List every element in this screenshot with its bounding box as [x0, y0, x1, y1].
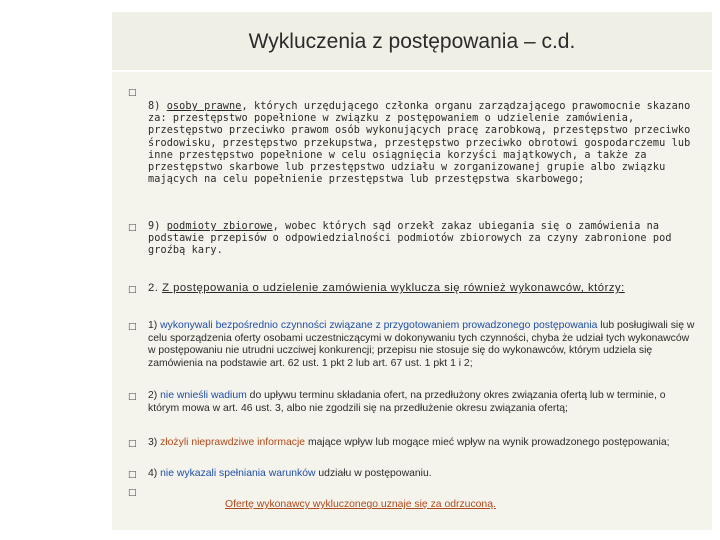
slide-title: Wykluczenia z postępowania – c.d. — [248, 30, 576, 53]
section-2-number: 2. — [148, 282, 159, 294]
item-9-text: , wobec których sąd orzekł zakaz ubiegania się o zamówienia na podstawie przepisów o odpowiedzialności podmiotów zbiorowych za czyny zabronione pod groźbą kary. — [148, 221, 672, 257]
item-8-keyword: osoby prawne — [166, 101, 242, 112]
sub-item-4-keyword: nie wykazali spełniania warunków — [160, 468, 316, 479]
section-2-text: Z postępowania o udzielenie zamówienia wyklucza się również wykonawców, którzy: — [162, 282, 625, 294]
item-8 — [148, 101, 696, 187]
sub-item-2-number: 2) — [148, 390, 158, 401]
section-2-heading — [148, 282, 696, 296]
bullet-icon: □ — [128, 223, 137, 233]
footer-note: Ofertę wykonawcy wykluczonego uznaje się za odrzuconą. — [225, 499, 496, 510]
item-9-number: 9) — [148, 221, 161, 232]
sub-item-2 — [148, 390, 696, 415]
sub-item-1-keyword: wykonywali bezpośrednio czynności związane z przygotowaniem prowadzonego postępowania — [160, 320, 598, 331]
bullet-icon: □ — [128, 285, 137, 295]
sub-item-2-text: do upływu terminu składania ofert, na przedłużony okres związania ofertą lub w terminie, o którym mowa w art. 46 ust. 3, albo nie zgodzili się na przedłużenie okresu związania ofertą; — [148, 390, 666, 414]
bullet-icon: □ — [128, 439, 137, 449]
sub-item-4 — [148, 468, 696, 481]
sub-item-3 — [148, 437, 696, 450]
sub-item-1 — [148, 320, 696, 371]
bullet-icon: □ — [128, 470, 137, 480]
sub-item-3-text: mające wpływ lub mogące mieć wpływ na wynik prowadzonego postępowania; — [305, 437, 670, 448]
bullet-icon: □ — [128, 488, 137, 498]
bullet-icon: □ — [128, 392, 137, 402]
item-9 — [148, 221, 696, 258]
sub-item-3-number: 3) — [148, 437, 158, 448]
sub-item-4-text: udziału w postępowaniu. — [315, 468, 432, 479]
sub-item-4-number: 4) — [148, 468, 158, 479]
item-9-keyword: podmioty zbiorowe — [166, 221, 273, 232]
sub-item-3-keyword: złożyli nieprawdziwe informacje — [160, 437, 306, 448]
bullet-icon: □ — [128, 88, 137, 98]
item-8-number: 8) — [148, 101, 161, 112]
sub-item-2-keyword: nie wnieśli wadium — [160, 390, 247, 401]
item-8-text: , których urzędującego członka organu zarządzającego prawomocnie skazano za: przestępstwo popełnione w związku z postępowaniem o udzielenie zamówienia, przestępstwo przeciwko prawom osób wykonujących pracę zarobkową, przestępstwo przeciwko środowisku, przestępstwo przekupstwa, przestępstwo przeciwko obrotowi gospodarczemu lub inne przestępstwo popełnione w celu osiągnięcia korzyści majątkowych, a także za przestępstwo skarbowe lub przestępstwo udziału w zorganizowanej grupie albo związku mających na celu popełnienie przestępstwa lub przestępstwa skarbowego; — [148, 101, 691, 186]
sub-item-1-text: lub posługiwali się w celu sporządzenia oferty osobami uczestniczącymi w dokonywaniu tych czynności, chyba że udział tych wykonawców w postępowaniu nie utrudni uczciwej konkurencji; przepisu nie stosuje się do wykonawców, którym udziela się zamówienia na podstawie art. 62 ust. 1 pkt 2 lub art. 67 ust. 1 pkt 1 i 2; — [148, 320, 695, 370]
sub-item-1-number: 1) — [148, 320, 158, 331]
bullet-icon: □ — [128, 322, 137, 332]
